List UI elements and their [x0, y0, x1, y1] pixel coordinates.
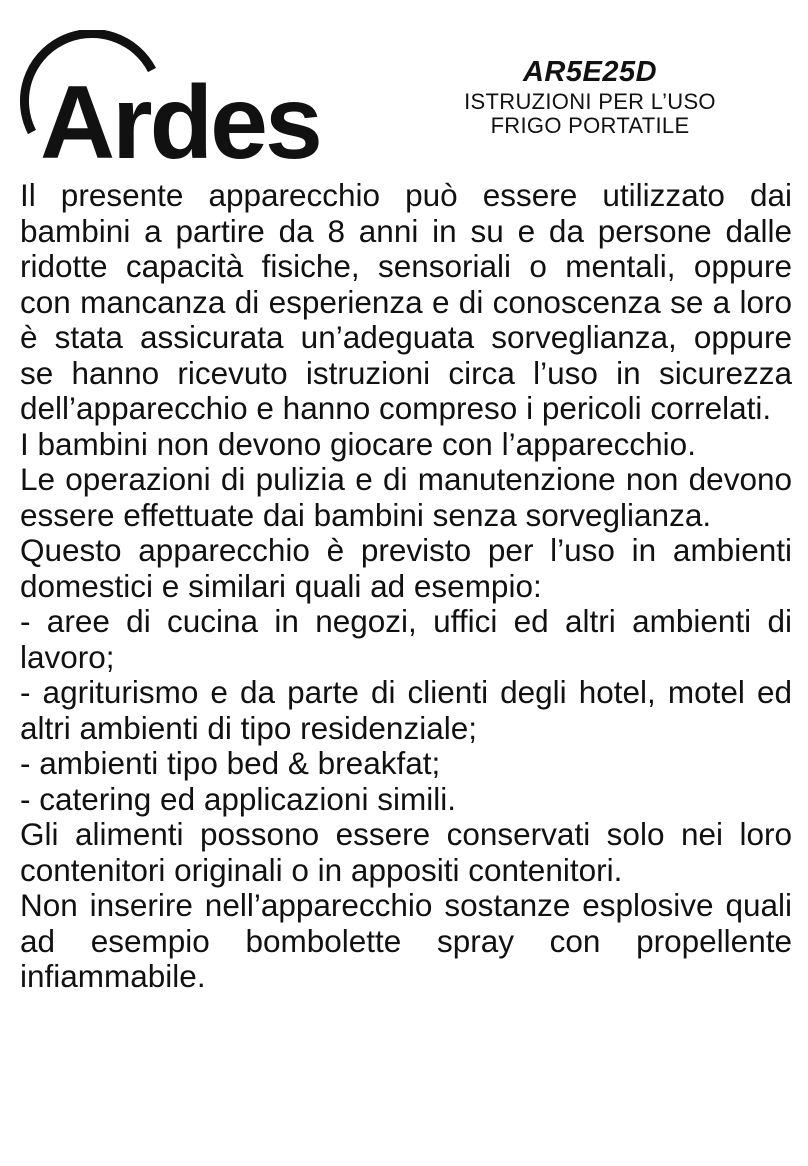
paragraph-usage-by-children: Il presente apparecchio può essere utilizzato dai bambini a partire da 8 anni in su e da persone dalle ridotte capacità fisiche, sensoriali o mentali, oppure con mancanza di esperienza e di conoscenza se a loro è stata assicurata un’adeguata sorveglianza, oppure se hanno ricevuto istruzioni circa l’uso in sicurezza dell’apparecchio e hanno compreso i pericoli correlati.: [20, 177, 792, 426]
document-subtitle: ISTRUZIONI PER L’USO: [464, 89, 716, 114]
model-code: AR5E25D: [522, 56, 658, 88]
paragraph-intended-use: Questo apparecchio è previsto per l’uso in ambienti domestici e similari quali ad esempio:: [20, 532, 792, 604]
list-item: - ambienti tipo bed & breakfat;: [20, 745, 441, 781]
paragraph-children-play: I bambini non devono giocare con l’apparecchio.: [20, 425, 696, 462]
paragraph-explosives-warning: Non inserire nell’apparecchio sostanze esplosive quali ad esempio bombolette spray con propellente infiammabile.: [20, 887, 792, 994]
list-item: - aree di cucina in negozi, uffici ed altri ambienti di lavoro;: [20, 603, 792, 675]
safety-instructions: [20, 178, 792, 995]
list-item: - agriturismo e da parte di clienti degli hotel, motel ed altri ambienti di tipo residenziale;: [20, 674, 792, 746]
product-type: FRIGO PORTATILE: [490, 113, 690, 138]
paragraph-cleaning: Le operazioni di pulizia e di manutenzione non devono essere effettuate dai bambini senza sorveglianza.: [20, 461, 792, 533]
paragraph-food-storage: Gli alimenti possono essere conservati solo nei loro contenitori originali o in appositi contenitori.: [20, 816, 792, 888]
list-item: - catering ed applicazioni simili.: [20, 780, 456, 817]
brand-name: Ardes: [40, 65, 320, 165]
brand-logo: [18, 30, 358, 165]
document-header: [430, 58, 750, 137]
